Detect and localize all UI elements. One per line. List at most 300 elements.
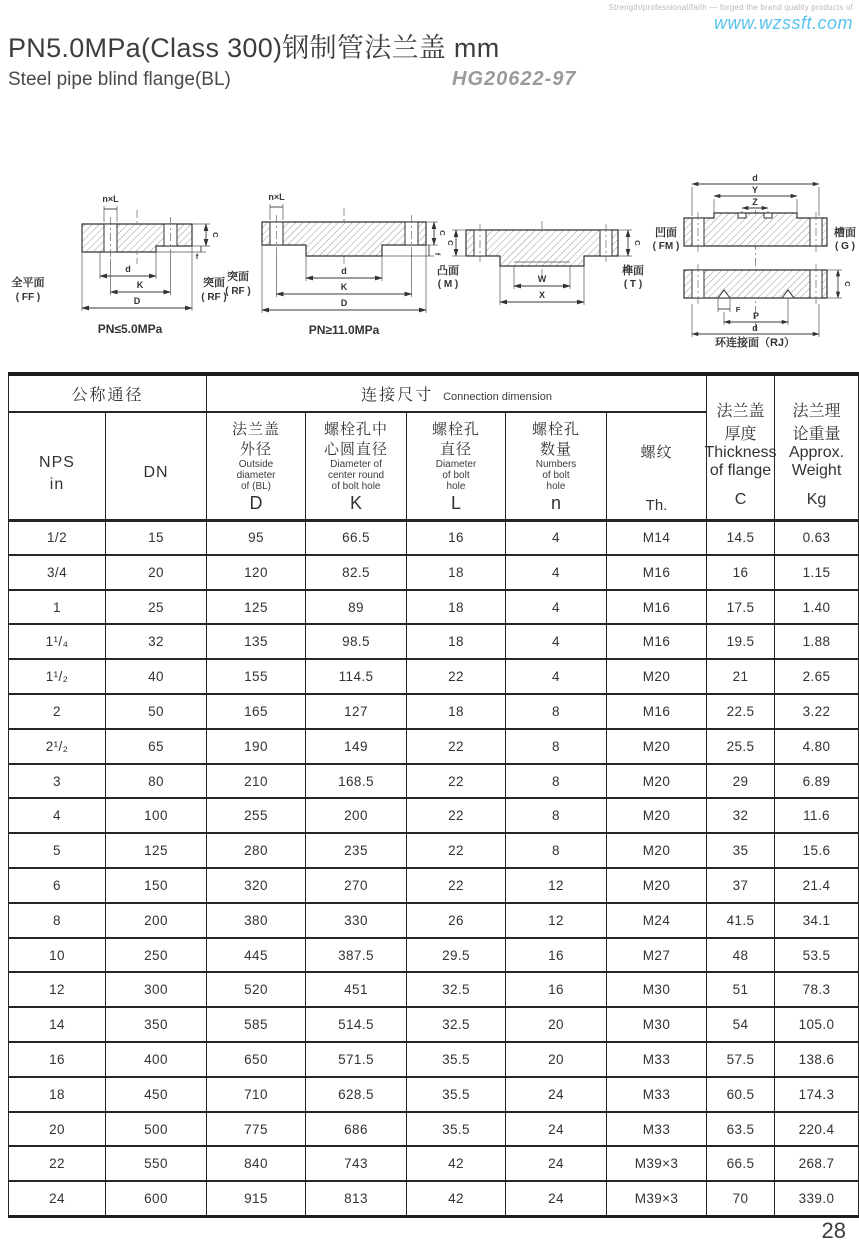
cell-n-row1: 4 — [506, 520, 607, 555]
cell-d-row7: 190 — [207, 729, 306, 764]
cell-th-row10: M20 — [607, 833, 707, 868]
weight-en1: Approx. — [788, 444, 845, 461]
cell-kg-row8: 6.89 — [775, 764, 859, 799]
cell-nps-row14: 12 — [9, 972, 106, 1007]
weight-symbol: Kg — [806, 490, 827, 508]
flange-table-body — [9, 520, 859, 1216]
header-bolt-hole-number — [506, 412, 607, 520]
cell-k-row17: 628.5 — [306, 1077, 407, 1112]
cell-n-row5: 4 — [506, 659, 607, 694]
cell-k-row3: 89 — [306, 590, 407, 625]
cell-dn-row10: 125 — [106, 833, 207, 868]
cell-n-row9: 8 — [506, 798, 607, 833]
cell-d-row9: 255 — [207, 798, 306, 833]
cell-dn-row4: 32 — [106, 624, 207, 659]
cell-d-row11: 320 — [207, 868, 306, 903]
table-row — [9, 972, 859, 1007]
table-row — [9, 590, 859, 625]
cell-l-row20: 42 — [407, 1181, 506, 1216]
cell-c-row1: 14.5 — [707, 520, 775, 555]
cell-n-row18: 24 — [506, 1112, 607, 1147]
cell-th-row14: M30 — [607, 972, 707, 1007]
cell-dn-row6: 50 — [106, 694, 207, 729]
dim-label-c: C — [843, 281, 852, 287]
cell-n-row15: 20 — [506, 1007, 607, 1042]
page-title: PN5.0MPa(Class 300)钢制管法兰盖 mm — [8, 33, 500, 63]
cell-n-row7: 8 — [506, 729, 607, 764]
cell-l-row5: 22 — [407, 659, 506, 694]
cell-kg-row7: 4.80 — [775, 729, 859, 764]
cell-kg-row4: 1.88 — [775, 624, 859, 659]
table-row — [9, 1077, 859, 1112]
dim-label-d-top: d — [752, 173, 758, 183]
cell-k-row4: 98.5 — [306, 624, 407, 659]
cell-l-row8: 22 — [407, 764, 506, 799]
dim-label-k: K — [340, 282, 348, 292]
brand-tagline: Strength/professional/faith — forged the brand quality products of — [608, 3, 853, 12]
cell-d-row3: 125 — [207, 590, 306, 625]
cell-c-row19: 66.5 — [707, 1146, 775, 1181]
cell-n-row16: 20 — [506, 1042, 607, 1077]
cell-d-row1: 95 — [207, 520, 306, 555]
cell-c-row20: 70 — [707, 1181, 775, 1216]
cell-nps-row16: 16 — [9, 1042, 106, 1077]
cell-nps-row4: 1¹/₄ — [9, 624, 106, 659]
cell-th-row11: M20 — [607, 868, 707, 903]
d-en3: of (BL) — [241, 481, 272, 493]
cell-d-row13: 445 — [207, 938, 306, 973]
cell-kg-row18: 220.4 — [775, 1112, 859, 1147]
k-en2: center round — [327, 470, 385, 482]
cell-c-row4: 19.5 — [707, 624, 775, 659]
dim-label-w: W — [537, 274, 547, 284]
n-cn1: 螺栓孔 — [532, 421, 581, 438]
cell-kg-row9: 11.6 — [775, 798, 859, 833]
cell-dn-row16: 400 — [106, 1042, 207, 1077]
cell-th-row9: M20 — [607, 798, 707, 833]
cell-k-row9: 200 — [306, 798, 407, 833]
face-label-g-code: ( G ) — [835, 241, 855, 252]
face-label-m-cn: 凸面 — [437, 265, 459, 277]
nps-unit: in — [49, 475, 65, 493]
d-en2: diameter — [236, 470, 276, 482]
header-thread — [607, 412, 707, 520]
table-row — [9, 868, 859, 903]
face-label-t-cn: 榫面 — [622, 265, 644, 277]
cell-d-row5: 155 — [207, 659, 306, 694]
table-row — [9, 694, 859, 729]
cell-dn-row20: 600 — [106, 1181, 207, 1216]
cell-nps-row3: 1 — [9, 590, 106, 625]
flange-body — [82, 210, 192, 264]
cell-dn-row18: 500 — [106, 1112, 207, 1147]
n-cn2: 数量 — [540, 440, 573, 458]
cell-l-row3: 18 — [407, 590, 506, 625]
cell-dn-row14: 300 — [106, 972, 207, 1007]
header-dn — [106, 412, 207, 520]
table-row — [9, 555, 859, 590]
header-thickness — [704, 374, 777, 520]
cell-k-row14: 451 — [306, 972, 407, 1007]
cell-dn-row13: 250 — [106, 938, 207, 973]
cell-k-row13: 387.5 — [306, 938, 407, 973]
cell-d-row2: 120 — [207, 555, 306, 590]
cell-c-row5: 21 — [707, 659, 775, 694]
cell-kg-row6: 3.22 — [775, 694, 859, 729]
weight-cn2: 论重量 — [792, 426, 841, 443]
cell-th-row15: M30 — [607, 1007, 707, 1042]
cell-d-row20: 915 — [207, 1181, 306, 1216]
dim-label-c-right: C — [633, 240, 642, 246]
cell-kg-row19: 268.7 — [775, 1146, 859, 1181]
cell-nps-row7: 2¹/₂ — [9, 729, 106, 764]
k-cn1: 螺栓孔中 — [324, 421, 389, 438]
l-symbol: L — [451, 492, 462, 513]
d-symbol: D — [249, 492, 263, 513]
dim-label-x: X — [538, 290, 546, 300]
cell-nps-row13: 10 — [9, 938, 106, 973]
drawing-flange-rf — [220, 192, 447, 342]
table-row — [9, 1112, 859, 1147]
dim-label-f: f — [433, 252, 442, 256]
cell-k-row12: 330 — [306, 903, 407, 938]
cell-th-row8: M20 — [607, 764, 707, 799]
cell-c-row6: 22.5 — [707, 694, 775, 729]
header-connection-en: Connection dimension — [443, 391, 552, 403]
cell-kg-row16: 138.6 — [775, 1042, 859, 1077]
cell-th-row20: M39×3 — [607, 1181, 707, 1216]
d-cn1: 法兰盖 — [232, 421, 281, 438]
cell-d-row19: 840 — [207, 1146, 306, 1181]
cell-n-row11: 12 — [506, 868, 607, 903]
cell-th-row2: M16 — [607, 555, 707, 590]
k-cn2: 心圆直径 — [324, 440, 389, 458]
cell-c-row11: 37 — [707, 868, 775, 903]
cell-c-row7: 25.5 — [707, 729, 775, 764]
n-en3: hole — [546, 481, 566, 493]
table-row — [9, 1146, 859, 1181]
flange-body — [262, 208, 426, 266]
k-en1: Diameter of — [330, 459, 382, 470]
cell-dn-row19: 550 — [106, 1146, 207, 1181]
thread-cn: 螺纹 — [640, 444, 673, 461]
dim-label-f: F — [735, 305, 741, 314]
cell-l-row18: 35.5 — [407, 1112, 506, 1147]
cell-l-row10: 22 — [407, 833, 506, 868]
cell-th-row5: M20 — [607, 659, 707, 694]
table-row — [9, 520, 859, 555]
table-row — [9, 764, 859, 799]
cell-d-row6: 165 — [207, 694, 306, 729]
cell-kg-row2: 1.15 — [775, 555, 859, 590]
cell-kg-row17: 174.3 — [775, 1077, 859, 1112]
cell-k-row16: 571.5 — [306, 1042, 407, 1077]
cell-l-row14: 32.5 — [407, 972, 506, 1007]
table-row — [9, 938, 859, 973]
cell-k-row5: 114.5 — [306, 659, 407, 694]
dim-label-z: Z — [752, 197, 758, 207]
dim-label-k: K — [136, 280, 144, 290]
cell-n-row13: 16 — [506, 938, 607, 973]
cell-kg-row5: 2.65 — [775, 659, 859, 694]
cell-c-row16: 57.5 — [707, 1042, 775, 1077]
cell-l-row1: 16 — [407, 520, 506, 555]
dim-label-p: P — [752, 311, 760, 321]
cell-l-row19: 42 — [407, 1146, 506, 1181]
cell-k-row10: 235 — [306, 833, 407, 868]
cell-kg-row13: 53.5 — [775, 938, 859, 973]
cell-l-row9: 22 — [407, 798, 506, 833]
cell-kg-row12: 34.1 — [775, 903, 859, 938]
cell-d-row15: 585 — [207, 1007, 306, 1042]
cell-kg-row14: 78.3 — [775, 972, 859, 1007]
header-nominal-cn: 公称通径 — [71, 387, 144, 404]
dim-label-big-d: D — [340, 298, 348, 308]
cell-nps-row6: 2 — [9, 694, 106, 729]
cell-k-row1: 66.5 — [306, 520, 407, 555]
cell-n-row20: 24 — [506, 1181, 607, 1216]
cell-l-row7: 22 — [407, 729, 506, 764]
header-nps — [9, 412, 106, 520]
cell-dn-row12: 200 — [106, 903, 207, 938]
table-row — [9, 798, 859, 833]
cell-d-row14: 520 — [207, 972, 306, 1007]
header-nominal-diameter — [9, 374, 207, 412]
header-outside-diameter — [207, 412, 306, 520]
dim-label-c: C — [211, 232, 220, 238]
cell-l-row11: 22 — [407, 868, 506, 903]
cell-dn-row8: 80 — [106, 764, 207, 799]
thickness-cn1: 法兰盖 — [716, 403, 765, 420]
cell-th-row4: M16 — [607, 624, 707, 659]
cell-d-row16: 650 — [207, 1042, 306, 1077]
cell-dn-row1: 15 — [106, 520, 207, 555]
cell-th-row6: M16 — [607, 694, 707, 729]
dim-label-nxl: n×L — [268, 192, 285, 202]
l-cn1: 螺栓孔 — [432, 421, 481, 438]
l-en3: hole — [446, 481, 466, 493]
cell-c-row10: 35 — [707, 833, 775, 868]
website-url: www.wzssft.com — [713, 13, 853, 33]
cell-nps-row15: 14 — [9, 1007, 106, 1042]
face-label-m-code: ( M ) — [437, 279, 459, 290]
header-bolt-hole-diameter — [407, 412, 506, 520]
cell-c-row17: 60.5 — [707, 1077, 775, 1112]
dimension-lines-top — [692, 173, 819, 216]
table-row — [9, 903, 859, 938]
drawing-caption-pn5: PN≤5.0MPa — [97, 322, 163, 336]
thickness-en1: Thickness — [704, 444, 777, 461]
cell-k-row11: 270 — [306, 868, 407, 903]
cell-c-row12: 41.5 — [707, 903, 775, 938]
thread-symbol: Th. — [645, 496, 668, 514]
cell-dn-row15: 350 — [106, 1007, 207, 1042]
flange-dimension-table — [8, 372, 859, 1218]
d-cn2: 外径 — [240, 440, 273, 458]
cell-th-row7: M20 — [607, 729, 707, 764]
d-en1: Outside — [238, 459, 274, 470]
cell-nps-row1: 1/2 — [9, 520, 106, 555]
face-label-rf-cn: 突面 — [203, 277, 225, 289]
thickness-cn2: 厚度 — [724, 426, 757, 443]
cell-n-row19: 24 — [506, 1146, 607, 1181]
cell-dn-row9: 100 — [106, 798, 207, 833]
face-label-t-code: ( T ) — [623, 279, 643, 290]
weight-en2: Weight — [791, 462, 842, 479]
dim-label-d: d — [125, 264, 131, 274]
cell-n-row14: 16 — [506, 972, 607, 1007]
face-label-fm-cn: 凹面 — [655, 227, 677, 239]
cell-n-row17: 24 — [506, 1077, 607, 1112]
dim-label-c: C — [438, 230, 447, 236]
table-row — [9, 729, 859, 764]
nps-label: NPS — [39, 454, 75, 472]
cell-c-row15: 54 — [707, 1007, 775, 1042]
cell-kg-row1: 0.63 — [775, 520, 859, 555]
dim-label-y: Y — [751, 185, 759, 195]
cell-th-row17: M33 — [607, 1077, 707, 1112]
cell-nps-row10: 5 — [9, 833, 106, 868]
cell-nps-row11: 6 — [9, 868, 106, 903]
cell-c-row9: 32 — [707, 798, 775, 833]
header-bolt-circle — [306, 412, 407, 520]
cell-d-row12: 380 — [207, 903, 306, 938]
k-en3: of bolt hole — [331, 481, 381, 493]
drawing-flange-fm-g-rj — [652, 170, 859, 348]
cell-n-row8: 8 — [506, 764, 607, 799]
header-connection-dimension — [207, 374, 707, 412]
cell-dn-row11: 150 — [106, 868, 207, 903]
cell-kg-row15: 105.0 — [775, 1007, 859, 1042]
cell-c-row13: 48 — [707, 938, 775, 973]
thickness-symbol: C — [734, 490, 747, 508]
cell-c-row8: 29 — [707, 764, 775, 799]
cell-kg-row10: 15.6 — [775, 833, 859, 868]
cell-nps-row9: 4 — [9, 798, 106, 833]
flange-body-bottom — [684, 264, 827, 304]
cell-nps-row5: 1¹/₂ — [9, 659, 106, 694]
thickness-en2: of flange — [709, 462, 772, 479]
cell-l-row15: 32.5 — [407, 1007, 506, 1042]
cell-k-row6: 127 — [306, 694, 407, 729]
cell-th-row1: M14 — [607, 520, 707, 555]
n-symbol: n — [551, 492, 562, 513]
cell-d-row17: 710 — [207, 1077, 306, 1112]
drawing-flange-ff-rf — [4, 192, 232, 342]
table-group-header-row — [9, 374, 859, 412]
cell-kg-row20: 339.0 — [775, 1181, 859, 1216]
header-connection-cn: 连接尺寸 — [361, 387, 434, 404]
cell-k-row15: 514.5 — [306, 1007, 407, 1042]
l-en2: of bolt — [442, 470, 470, 482]
cell-k-row8: 168.5 — [306, 764, 407, 799]
cell-k-row20: 813 — [306, 1181, 407, 1216]
face-label-ff-cn: 全平面 — [11, 277, 45, 289]
cell-n-row2: 4 — [506, 555, 607, 590]
page-subtitle: Steel pipe blind flange(BL) — [8, 69, 231, 90]
table-row — [9, 1181, 859, 1216]
cell-nps-row17: 18 — [9, 1077, 106, 1112]
cell-th-row16: M33 — [607, 1042, 707, 1077]
l-cn2: 直径 — [440, 440, 473, 458]
cell-n-row12: 12 — [506, 903, 607, 938]
cell-l-row2: 18 — [407, 555, 506, 590]
cell-n-row6: 8 — [506, 694, 607, 729]
cell-k-row7: 149 — [306, 729, 407, 764]
cell-n-row4: 4 — [506, 624, 607, 659]
cell-d-row4: 135 — [207, 624, 306, 659]
drawing-flange-m-t — [436, 216, 644, 324]
cell-l-row6: 18 — [407, 694, 506, 729]
table-row — [9, 1007, 859, 1042]
face-label-rf-cn: 突面 — [227, 271, 249, 283]
face-label-fm-code: ( FM ) — [652, 241, 680, 252]
face-label-ff-code: ( FF ) — [15, 292, 41, 303]
face-label-rf-code: ( RF ) — [225, 286, 251, 297]
cell-k-row19: 743 — [306, 1146, 407, 1181]
cell-th-row13: M27 — [607, 938, 707, 973]
n-en1: Numbers — [535, 459, 577, 470]
cell-nps-row2: 3/4 — [9, 555, 106, 590]
cell-dn-row3: 25 — [106, 590, 207, 625]
cell-dn-row5: 40 — [106, 659, 207, 694]
face-label-g-cn: 槽面 — [834, 227, 856, 239]
table-row — [9, 659, 859, 694]
table-row — [9, 624, 859, 659]
cell-l-row16: 35.5 — [407, 1042, 506, 1077]
header-weight — [775, 374, 859, 520]
cell-nps-row18: 20 — [9, 1112, 106, 1147]
cell-l-row4: 18 — [407, 624, 506, 659]
k-symbol: K — [350, 492, 363, 513]
dim-label-nxl: n×L — [102, 194, 119, 204]
cell-kg-row11: 21.4 — [775, 868, 859, 903]
cell-n-row3: 4 — [506, 590, 607, 625]
cell-c-row14: 51 — [707, 972, 775, 1007]
cell-l-row17: 35.5 — [407, 1077, 506, 1112]
cell-kg-row3: 1.40 — [775, 590, 859, 625]
cell-th-row19: M39×3 — [607, 1146, 707, 1181]
weight-cn1: 法兰理 — [792, 403, 841, 420]
cell-l-row13: 29.5 — [407, 938, 506, 973]
page-number: 28 — [821, 1218, 846, 1243]
face-label-rf-code: ( RF ) — [201, 292, 227, 303]
flange-body — [466, 221, 618, 276]
cell-nps-row12: 8 — [9, 903, 106, 938]
cell-nps-row20: 24 — [9, 1181, 106, 1216]
drawing-caption-rj: 环连接面（RJ） — [714, 337, 796, 349]
l-en1: Diameter — [435, 459, 477, 470]
cell-th-row12: M24 — [607, 903, 707, 938]
cell-dn-row2: 20 — [106, 555, 207, 590]
dim-label-d-bottom: d — [752, 323, 758, 333]
dim-label-big-d: D — [133, 296, 141, 306]
cell-d-row8: 210 — [207, 764, 306, 799]
table-row — [9, 833, 859, 868]
cell-th-row18: M33 — [607, 1112, 707, 1147]
drawing-caption-pn11: PN≥11.0MPa — [308, 323, 380, 337]
cell-th-row3: M16 — [607, 590, 707, 625]
cell-k-row18: 686 — [306, 1112, 407, 1147]
cell-d-row18: 775 — [207, 1112, 306, 1147]
standard-code: HG20622-97 — [452, 68, 577, 90]
dim-label-c-left: C — [446, 240, 455, 246]
cell-dn-row17: 450 — [106, 1077, 207, 1112]
dn-label: DN — [143, 463, 169, 481]
cell-dn-row7: 65 — [106, 729, 207, 764]
cell-nps-row19: 22 — [9, 1146, 106, 1181]
cell-d-row10: 280 — [207, 833, 306, 868]
